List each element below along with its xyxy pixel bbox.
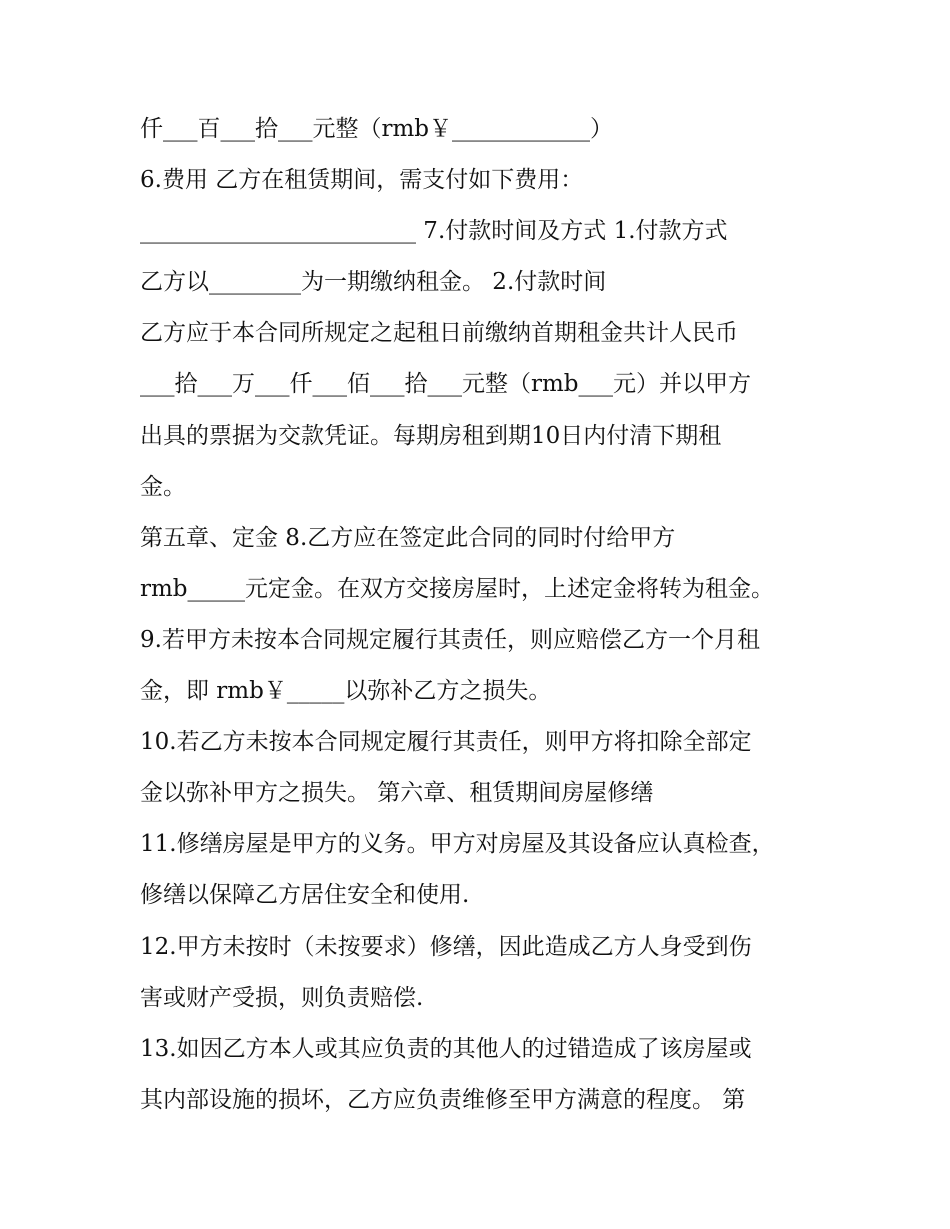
text-line: 第五章、定金 8.乙方应在签定此合同的同时付给甲方: [140, 524, 676, 551]
text-line: 害或财产受损，则负责赔偿.: [140, 984, 424, 1011]
text-line: 金以弥补甲方之损失。 第六章、租赁期间房屋修缮: [140, 780, 654, 807]
text-line: 乙方应于本合同所规定之起租日前缴纳首期租金共计人民币: [140, 320, 738, 347]
contract-text-body: [140, 104, 820, 1126]
text-line: 乙方以________为一期缴纳租金。 2.付款时间: [140, 269, 607, 296]
text-line: 金，即 rmb￥_____以弥补乙方之损失。: [140, 678, 552, 705]
text-line: 11.修缮房屋是甲方的义务。甲方对房屋及其设备应认真检查，: [140, 831, 775, 858]
text-line: 仟___百___拾___元整（rmb￥____________）: [140, 116, 614, 142]
text-line: ___拾___万___仟___佰___拾___元整（rmb___元）并以甲方: [140, 371, 752, 398]
text-line: 其内部设施的损坏，乙方应负责维修至甲方满意的程度。 第: [140, 1086, 746, 1113]
text-line: ________________________ 7.付款时间及方式 1.付款方式: [140, 218, 728, 245]
text-line: 13.如因乙方本人或其应负责的其他人的过错造成了该房屋或: [140, 1035, 752, 1062]
text-line: 修缮以保障乙方居住安全和使用.: [140, 882, 470, 909]
text-line: 12.甲方未按时（未按要求）修缮，因此造成乙方人身受到伤: [140, 933, 752, 960]
text-line: 金。: [140, 473, 186, 500]
text-line: 出具的票据为交款凭证。每期房租到期10日内付清下期租: [140, 422, 722, 449]
text-line: 10.若乙方未按本合同规定履行其责任，则甲方将扣除全部定: [140, 729, 752, 756]
text-line: rmb_____元定金。在双方交接房屋时，上述定金将转为租金。: [140, 575, 775, 602]
text-line: 9.若甲方未按本合同规定履行其责任，则应赔偿乙方一个月租: [140, 626, 760, 653]
text-line: 6.费用 乙方在租赁期间，需支付如下费用：: [140, 167, 584, 194]
